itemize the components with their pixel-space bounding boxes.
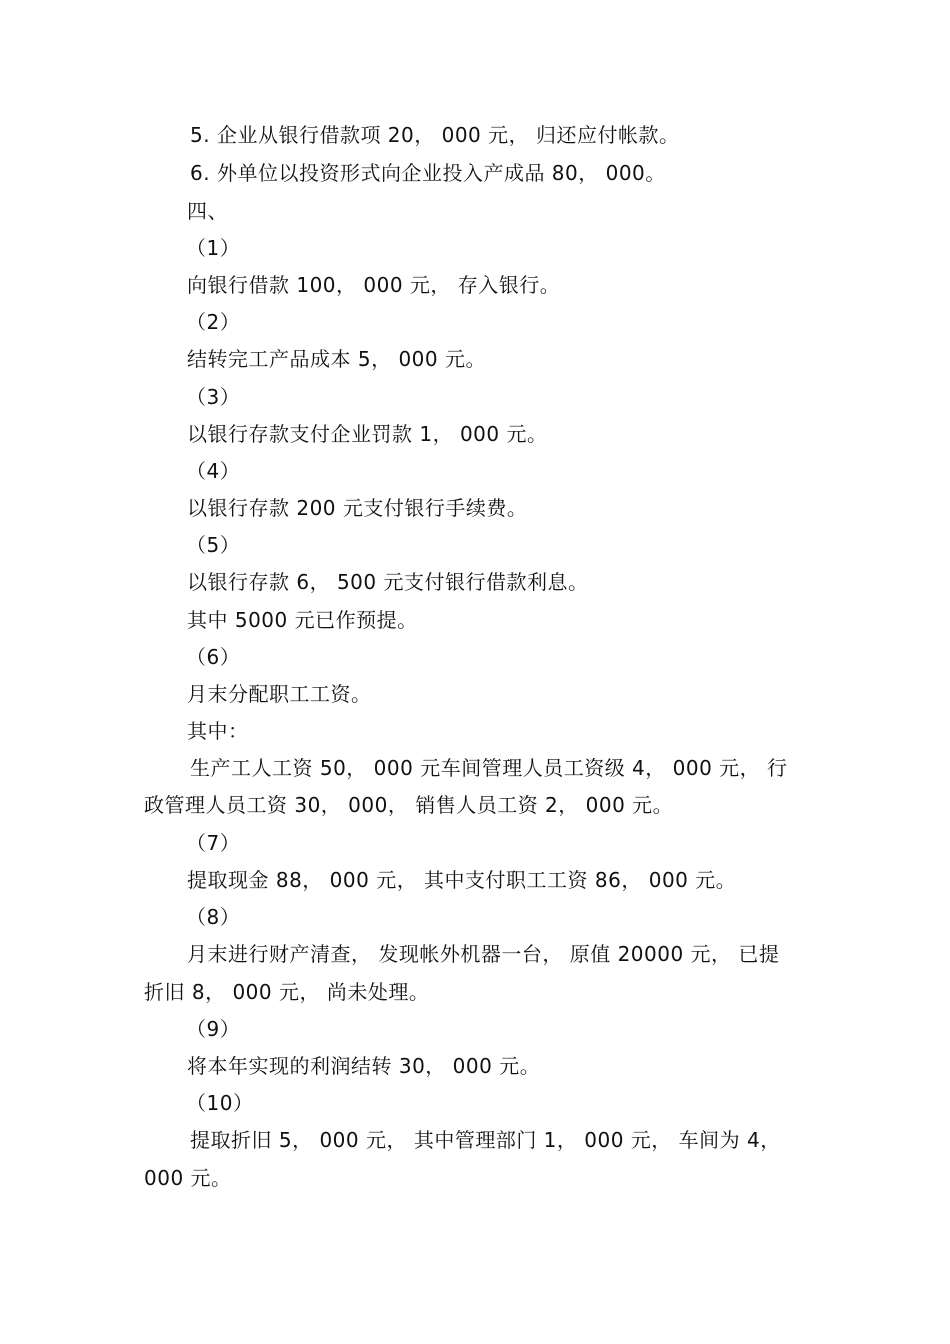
entry-text-7: 提取现金 88， 000 元， 其中支付职工工资 86， 000 元。: [187, 868, 737, 892]
entry-number-1: （1）: [186, 236, 241, 260]
entry-text-6-sub: 其中：: [187, 719, 249, 743]
entry-text-5-note: 其中 5000 元已作预提。: [187, 608, 418, 632]
entry-10-paragraph-line2: 000 元。: [144, 1166, 232, 1190]
item-5: 5. 企业从银行借款项 20， 000 元， 归还应付帐款。: [190, 123, 680, 147]
entry-10-paragraph-line1: 提取折旧 5， 000 元， 其中管理部门 1， 000 元， 车间为 4，: [190, 1128, 781, 1152]
entry-number-5: （5）: [186, 533, 241, 557]
entry-8-paragraph-line2: 折旧 8， 000 元， 尚未处理。: [144, 980, 430, 1004]
item-6: 6. 外单位以投资形式向企业投入产成品 80， 000。: [190, 161, 666, 185]
entry-text-9: 将本年实现的利润结转 30， 000 元。: [187, 1054, 541, 1078]
entry-number-4: （4）: [186, 459, 241, 483]
entry-text-1: 向银行借款 100， 000 元， 存入银行。: [187, 273, 561, 297]
entry-number-7: （7）: [186, 831, 241, 855]
entry-text-2: 结转完工产品成本 5， 000 元。: [187, 347, 486, 371]
entry-number-10: （10）: [186, 1091, 254, 1115]
entry-6-paragraph-line1: 生产工人工资 50， 000 元车间管理人员工资级 4， 000 元， 行: [190, 756, 788, 780]
entry-text-3: 以银行存款支付企业罚款 1， 000 元。: [187, 422, 548, 446]
entry-text-4: 以银行存款 200 元支付银行手续费。: [187, 496, 528, 520]
entry-number-2: （2）: [186, 310, 241, 334]
entry-number-6: （6）: [186, 645, 241, 669]
section-heading: 四、: [187, 199, 228, 223]
entry-8-paragraph-line1: 月末进行财产清查， 发现帐外机器一台， 原值 20000 元， 已提: [187, 942, 780, 966]
entry-6-paragraph-line2: 政管理人员工资 30， 000， 销售人员工资 2， 000 元。: [144, 793, 674, 817]
entry-number-9: （9）: [186, 1017, 241, 1041]
entry-text-6: 月末分配职工工资。: [187, 682, 372, 706]
entry-number-3: （3）: [186, 385, 241, 409]
entry-number-8: （8）: [186, 905, 241, 929]
entry-text-5: 以银行存款 6， 500 元支付银行借款利息。: [187, 570, 589, 594]
